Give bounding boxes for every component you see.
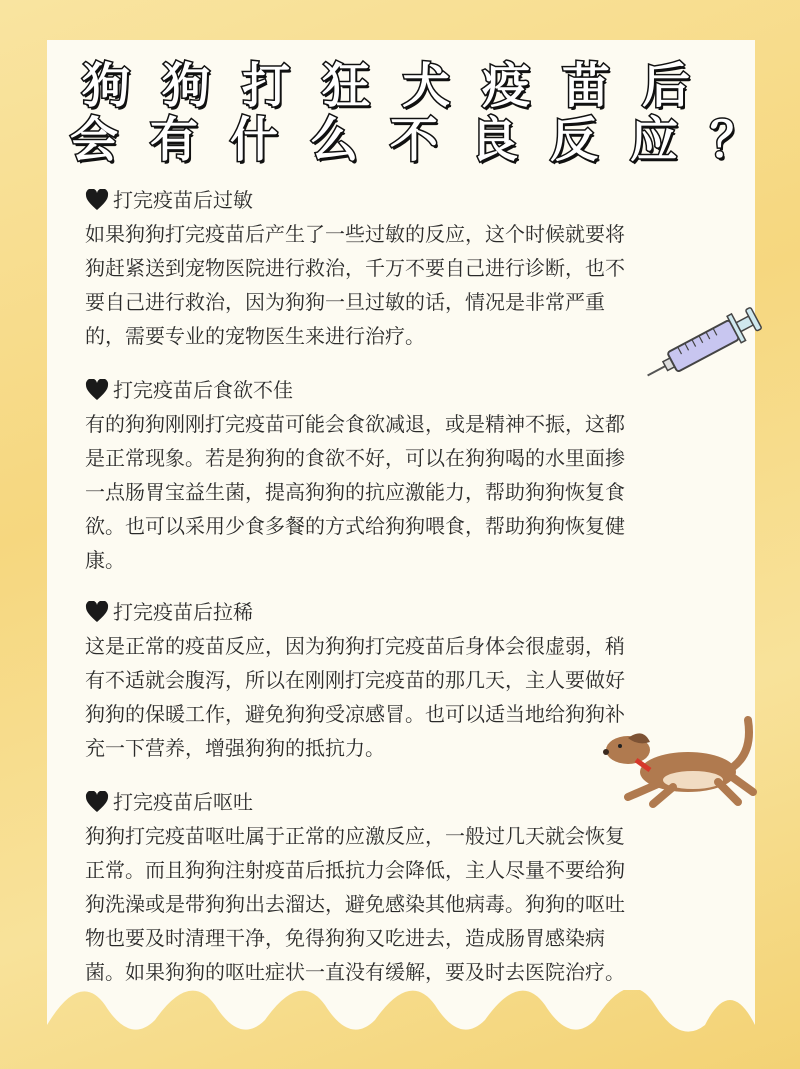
paragraph-line: 充一下营养，增强狗狗的抵抗力。 xyxy=(85,736,385,760)
paragraph-line: 这是正常的疫苗反应，因为狗狗打完疫苗后身体会很虚弱，稍 xyxy=(85,634,625,658)
paragraph-line: 是正常现象。若是狗狗的食欲不好，可以在狗狗喝的水里面掺 xyxy=(85,446,625,470)
section-diarrhea xyxy=(85,595,735,765)
section-heading-text: 打完疫苗后食欲不佳 xyxy=(113,378,293,402)
paragraph-line: 的，需要专业的宠物医生来进行治疗。 xyxy=(85,324,425,348)
section-vomiting xyxy=(85,785,735,989)
paragraph-line: 正常。而且狗狗注射疫苗后抵抗力会降低，主人尽量不要给狗 xyxy=(85,858,625,882)
page-title-line-2: 会有什么不良反应？ xyxy=(70,112,791,168)
paragraph-line: 有的狗狗刚刚打完疫苗可能会食欲减退，或是精神不振，这都 xyxy=(85,412,625,436)
paragraph-line: 如果狗狗打完疫苗后产生了一些过敏的反应，这个时候就要将 xyxy=(85,222,625,246)
paragraph-line: 一点肠胃宝益生菌，提高狗狗的抗应激能力，帮助狗狗恢复食 xyxy=(85,480,625,504)
section-heading xyxy=(85,373,735,407)
paragraph-line: 狗洗澡或是带狗狗出去溜达，避免感染其他病毒。狗狗的呕吐 xyxy=(85,892,625,916)
black-heart-icon xyxy=(85,189,109,211)
article-body xyxy=(85,183,735,1009)
black-heart-icon xyxy=(85,601,109,623)
paragraph-line: 康。 xyxy=(85,548,125,572)
section-heading xyxy=(85,595,735,629)
black-heart-icon xyxy=(85,379,109,401)
paragraph-line: 要自己进行救治，因为狗狗一旦过敏的话，情况是非常严重 xyxy=(85,290,605,314)
section-heading-text: 打完疫苗后呕吐 xyxy=(113,790,253,814)
paragraph-line: 狗狗的保暖工作，避免狗狗受凉感冒。也可以适当地给狗狗补 xyxy=(85,702,625,726)
paragraph-line: 欲。也可以采用少食多餐的方式给狗狗喂食，帮助狗狗恢复健 xyxy=(85,514,625,538)
section-poor-appetite xyxy=(85,373,735,577)
section-heading xyxy=(85,183,735,217)
section-heading-text: 打完疫苗后过敏 xyxy=(113,188,253,212)
paragraph-line: 菌。如果狗狗的呕吐症状一直没有缓解，要及时去医院治疗。 xyxy=(85,960,625,984)
section-heading xyxy=(85,785,735,819)
page-title-line-1: 狗狗打狂犬疫苗后 xyxy=(82,58,723,114)
section-heading-text: 打完疫苗后拉稀 xyxy=(113,600,253,624)
paragraph-line: 狗赶紧送到宠物医院进行救治，千万不要自己进行诊断，也不 xyxy=(85,256,625,280)
section-allergy xyxy=(85,183,735,353)
black-heart-icon xyxy=(85,791,109,813)
paragraph-line: 物也要及时清理干净，免得狗狗又吃进去，造成肠胃感染病 xyxy=(85,926,605,950)
paragraph-line: 有不适就会腹泻，所以在刚刚打完疫苗的那几天，主人要做好 xyxy=(85,668,625,692)
paragraph-line: 狗狗打完疫苗呕吐属于正常的应激反应，一般过几天就会恢复 xyxy=(85,824,625,848)
